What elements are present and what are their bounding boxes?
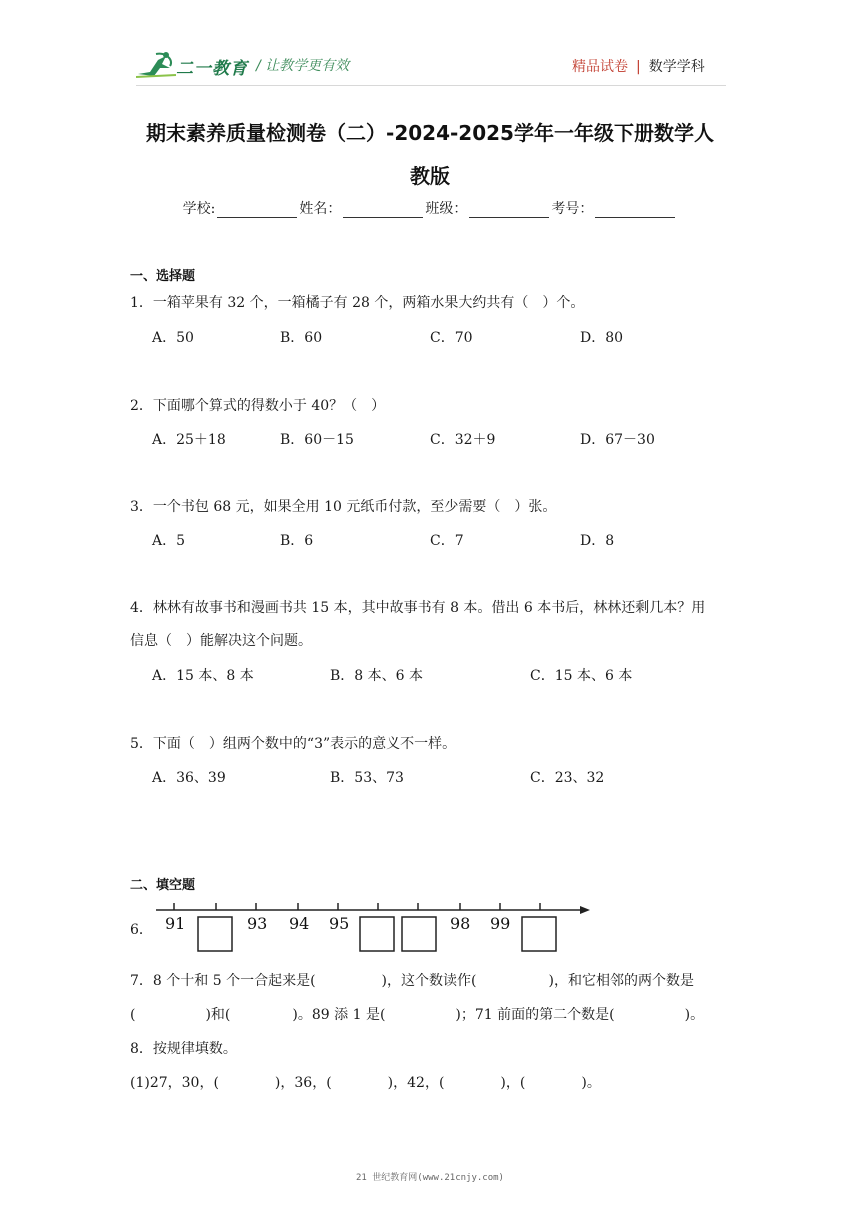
q2-option-c[interactable]: C．32＋9 — [430, 432, 496, 448]
number-line-label-99: 99 — [490, 914, 511, 933]
q1-option-b[interactable]: B．60 — [280, 330, 323, 346]
q3-option-b[interactable]: B．6 — [280, 533, 314, 549]
answer-box-92[interactable] — [198, 917, 232, 951]
q5-option-b[interactable]: B．53、73 — [330, 770, 404, 786]
question-5: 5．下面（ ）组两个数中的“3”表示的意义不一样。 — [130, 736, 457, 752]
tag-quality-paper: 精品试卷 — [572, 59, 628, 75]
name-label: 姓名： — [299, 201, 342, 217]
question-1: 1．一箱苹果有 32 个，一箱橘子有 28 个，两箱水果大约共有（ ）个。 — [130, 295, 585, 311]
tag-subject: 数学学科 — [648, 59, 705, 75]
q7-text-g: )；71 前面的第二个数是( — [455, 1007, 615, 1023]
q2-option-a[interactable]: A．25＋18 — [152, 432, 226, 448]
q3-option-c[interactable]: C．7 — [430, 533, 464, 549]
question-2: 2．下面哪个算式的得数小于 40？（ ） — [130, 398, 386, 414]
question-8-sub1 — [130, 1072, 601, 1092]
school-label: 学校: — [182, 201, 216, 217]
number-line-label-93: 93 — [247, 914, 268, 933]
q1-option-c[interactable]: C．70 — [430, 330, 473, 346]
q7-text-c: )，和它相邻的两个数是 — [548, 973, 694, 989]
question-4-line2: 信息（ ）能解决这个问题。 — [130, 633, 312, 649]
q8-text-a: (1)27，30，( — [130, 1075, 219, 1091]
page-footer: 21 世纪教育网(www.21cnjy.com) — [356, 1173, 504, 1183]
question-7-line2 — [130, 1004, 704, 1024]
section-heading-choice: 一、选择题 — [130, 269, 196, 284]
number-line-arrow-icon — [580, 906, 590, 914]
question-3: 3．一个书包 68 元，如果全用 10 元纸币付款，至少需要（ ）张。 — [130, 499, 557, 515]
answer-box-97[interactable] — [402, 917, 436, 951]
q4-option-c[interactable]: C．15 本、6 本 — [530, 668, 633, 684]
q3-option-a[interactable]: A．5 — [152, 533, 186, 549]
q7-text-b: )，这个数读作( — [381, 973, 477, 989]
q8-text-e: )。 — [581, 1075, 601, 1091]
name-blank[interactable] — [343, 203, 423, 218]
number-line-figure — [128, 895, 598, 957]
question-7-line1 — [130, 970, 694, 990]
q7-text-e: )和( — [205, 1007, 231, 1023]
number-line-label-98: 98 — [450, 914, 471, 933]
tag-separator: | — [636, 59, 641, 75]
q2-option-b[interactable]: B．60－15 — [280, 432, 354, 448]
exam-number-blank[interactable] — [595, 203, 675, 218]
q4-option-a[interactable]: A．15 本、8 本 — [152, 668, 254, 684]
class-blank[interactable] — [469, 203, 549, 218]
class-label: 班级： — [425, 201, 468, 217]
question-6-label: 6． — [130, 922, 153, 938]
header-tags — [572, 56, 705, 76]
section-heading-fill: 二、填空题 — [130, 878, 196, 893]
answer-box-100[interactable] — [522, 917, 556, 951]
q8-text-d: )，( — [500, 1075, 526, 1091]
page-title-line1: 期末素养质量检测卷（二）-2024-2025学年一年级下册数学人 — [146, 121, 714, 145]
q7-text-h: )。 — [684, 1007, 705, 1023]
school-blank[interactable] — [217, 203, 297, 218]
header-divider — [136, 85, 726, 86]
q4-option-b[interactable]: B．8 本、6 本 — [330, 668, 424, 684]
q7-text-a: 7．8 个十和 5 个一合起来是( — [130, 973, 316, 989]
student-info-line — [0, 198, 860, 218]
q7-text-d: ( — [130, 1007, 136, 1023]
number-line-label-95: 95 — [329, 914, 350, 933]
brand-slogan: / 让教学更有效 — [256, 58, 350, 74]
question-8: 8．按规律填数。 — [130, 1041, 237, 1057]
question-4-line1: 4．林林有故事书和漫画书共 15 本，其中故事书有 8 本。借出 6 本书后，林林还剩几本？用 — [130, 600, 706, 616]
q1-option-d[interactable]: D．80 — [580, 330, 624, 346]
number-line-label-94: 94 — [289, 914, 310, 933]
q8-text-b: )，36，( — [274, 1075, 332, 1091]
brand-name: 二一教育 — [176, 59, 248, 79]
q3-option-d[interactable]: D．8 — [580, 533, 615, 549]
q5-option-a[interactable]: A．36、39 — [152, 770, 226, 786]
page-title-line2: 教版 — [410, 164, 450, 188]
q2-option-d[interactable]: D．67－30 — [580, 432, 655, 448]
q5-option-c[interactable]: C．23、32 — [530, 770, 605, 786]
answer-box-96[interactable] — [360, 917, 394, 951]
exam-number-label: 考号： — [551, 201, 594, 217]
q8-text-c: )，42，( — [387, 1075, 445, 1091]
q7-text-f: )。89 添 1 是( — [292, 1007, 386, 1023]
q1-option-a[interactable]: A．50 — [152, 330, 194, 346]
number-line-label-91: 91 — [165, 914, 186, 933]
